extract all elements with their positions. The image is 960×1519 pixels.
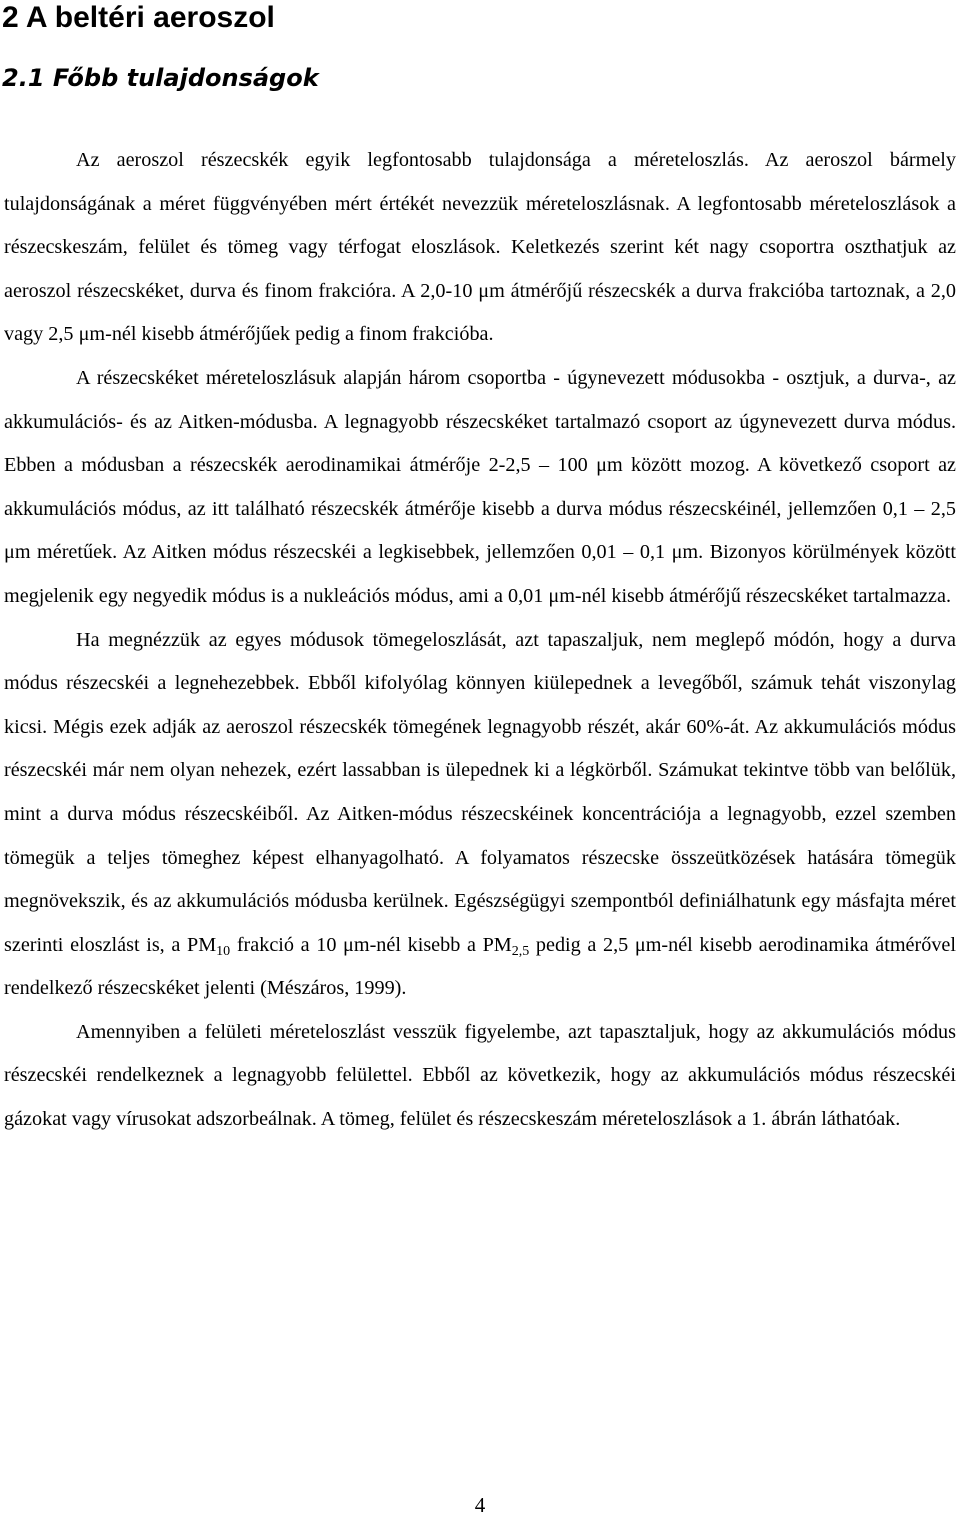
paragraph-3 xyxy=(4,619,956,1011)
paragraph-1: Az aeroszol részecskék egyik legfontosabb tulajdonsága a méreteloszlás. Az aeroszol bármely tulajdonságának a méret függvényében mért értékét nevezzük méreteloszlásnak. A legfontosabb méreteloszlások a részecskeszám, felület és tömeg vagy térfogat eloszlások. Keletkezés szerint két nagy csoportra oszthatjuk az aeroszol részecskéket, durva és finom frakcióra. A 2,0-10 μm átmérőjű részecskék a durva frakcióba tartoznak, a 2,0 vagy 2,5 μm-nél kisebb átmérőjűek pedig a finom frakcióba. xyxy=(4,149,956,346)
chapter-heading: 2 A beltéri aeroszol xyxy=(2,1,275,34)
section-heading: 2.1 Főbb tulajdonságok xyxy=(2,64,319,92)
body-text xyxy=(4,139,956,1142)
page-number: 4 xyxy=(474,1493,486,1517)
pm25-subscript: 2,5 xyxy=(511,943,530,959)
paragraph-3-text-c: pedig a 2,5 μm-nél kisebb aerodinamika átmérővel rendelkező részecskéket jelenti (Mészáros, 1999). xyxy=(4,933,956,1000)
paragraph-4: Amennyiben a felületi méreteloszlást vesszük figyelembe, azt tapasztaljuk, hogy az akkumulációs módus részecskéi rendelkeznek a legnagyobb felülettel. Ebből az következik, hogy az akkumulációs módus részecskéi gázokat vagy vírusokat adszorbeálnak. A tömeg, felület és részecskeszám méreteloszlások a 1. ábrán láthatóak. xyxy=(4,1020,956,1131)
paragraph-3-text-a: Ha megnézzük az egyes módusok tömegeloszlását, azt tapaszaljuk, nem meglepő módón, hogy a durva módus részecskéi a legnehezebbek. Ebből kifolyólag könnyen kiülepednek a levegőből, számuk tehát viszonylag kicsi. Mégis ezek adják az aeroszol részecskék tömegének legnagyobb részét, akár 60%-át. Az akkumulációs módus részecskéi már nem olyan nehezek, ezért lassabban is ülepednek ki a légkörből. Számukat tekintve több van belőlük, mint a durva módus részecskéiből. Az Aitken-módus részecskéinek koncentrációja a legnagyobb, ezzel szemben tömegük a teljes tömeghez képest elhanyagolható. A folyamatos részecske összeütközések hatására tömegük megnövekszik, és az akkumulációs módusba kerülnek. Egészségügyi szempontból definiálhatunk egy másfajta méret szerinti eloszlást is, a PM xyxy=(4,628,956,956)
paragraph-3-text-b: frakció a 10 μm-nél kisebb a PM xyxy=(230,933,512,956)
pm10-subscript: 10 xyxy=(216,943,231,959)
paragraph-2: A részecskéket méreteloszlásuk alapján három csoportba - úgynevezett módusokba - osztjuk, a durva-, az akkumulációs- és az Aitken-módusba. A legnagyobb részecskéket tartalmazó csoport az úgynevezett durva módus. Ebben a módusban a részecskék aerodinamikai átmérője 2-2,5 – 100 μm között mozog. A következő csoport az akkumulációs módus, az itt található részecskék átmérője kisebb a durva módus részecskéinél, jellemzően 0,1 – 2,5 μm méretűek. Az Aitken módus részecskéi a legkisebbek, jellemzően 0,01 – 0,1 μm. Bizonyos körülmények között megjelenik egy negyedik módus is a nukleációs módus, ami a 0,01 μm-nél kisebb átmérőjű részecskéket tartalmazza. xyxy=(4,366,956,607)
